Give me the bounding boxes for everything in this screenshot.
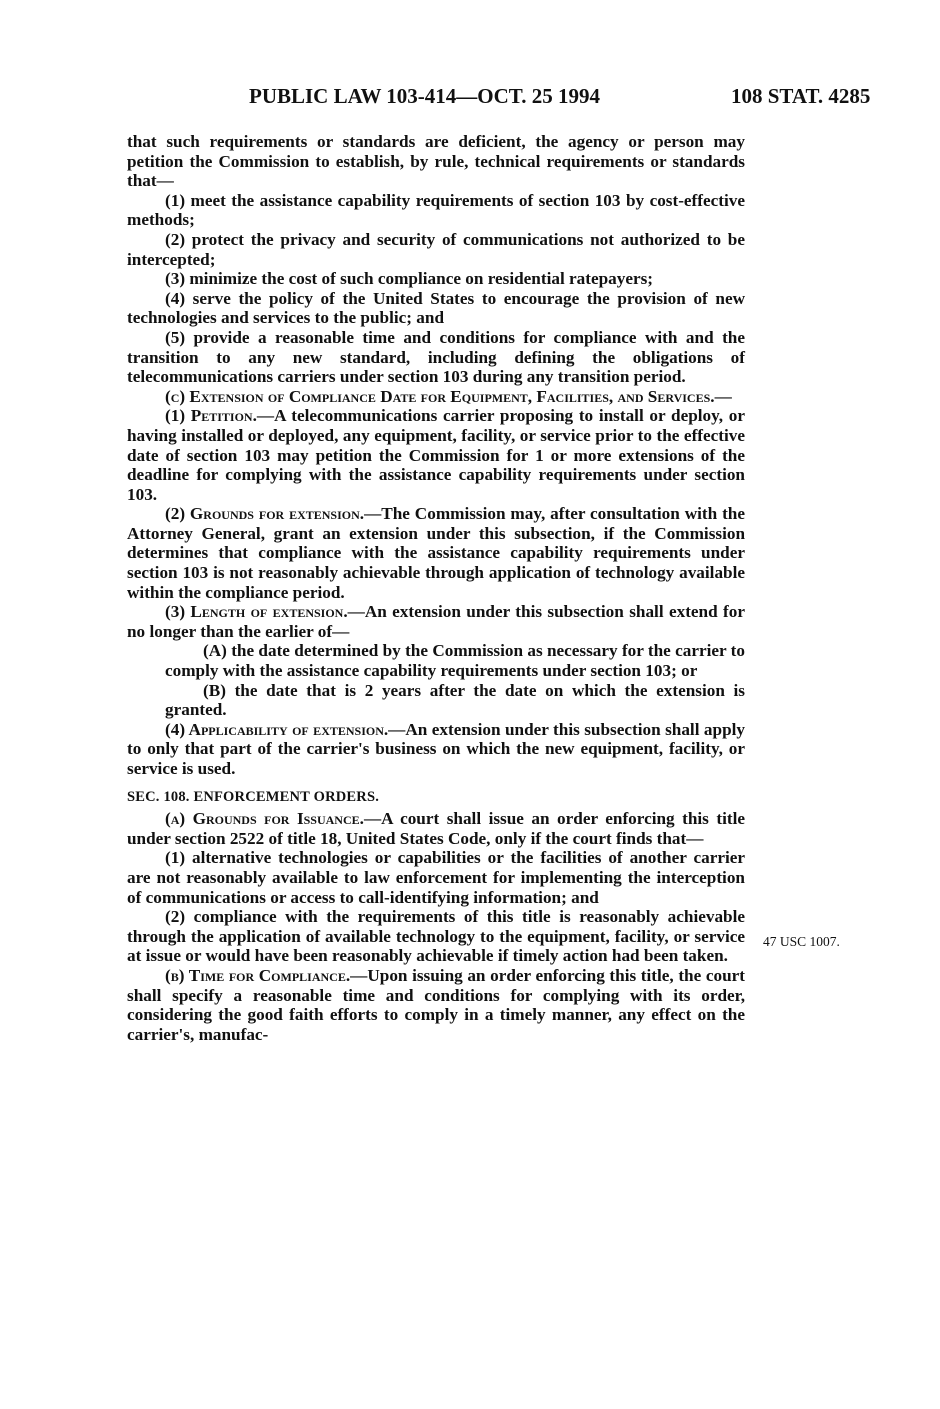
paragraph-c4-text: An extension under this subsection shall apply to only that part of the carrier's business on which the new equipment, facility, or service is used. xyxy=(127,719,745,778)
subsection-a xyxy=(127,809,745,848)
subsection-a-label: (a) Grounds for Issuance.— xyxy=(165,809,382,829)
paragraph-c3-subparagraphs xyxy=(165,641,745,720)
paragraph-c2-text: The Commission may, after consultation with the Attorney General, grant an extension under this subsection, if the Commission determines that compliance with the assistance capability requirements under section 103 is not reasonably achievable through application of technology available within the compliance period. xyxy=(127,504,745,602)
subsection-b-label: (b) Time for Compliance.— xyxy=(165,965,368,985)
standards-item-4: (4) serve the policy of the United States to encourage the provision of new technologies and services to the public; and xyxy=(127,288,745,328)
body-text xyxy=(127,132,745,1044)
standards-item-5: (5) provide a reasonable time and conditions for compliance with and the transition to any new standard, including defining the obligations of telecommunications carriers under section 103 during any transition period. xyxy=(127,327,745,387)
paragraph-c3-text: An extension under this subsection shall extend for no longer than the earlier of— xyxy=(127,602,745,641)
paragraph-c1-label: (1) Petition.— xyxy=(165,406,275,426)
subparagraph-c3b: (B) the date that is 2 years after the date on which the extension is granted. xyxy=(165,680,745,720)
statute-page-label: 108 STAT. 4285 xyxy=(731,84,871,108)
paragraph-c3-label: (3) Length of extension.— xyxy=(165,602,365,622)
paragraph-a2: (2) compliance with the requirements of this title is reasonably achievable through the application of available technology to the equipment, facility, or service at issue or would have been reasonably achievable if timely action had been taken. xyxy=(127,907,745,966)
standards-item-3: (3) minimize the cost of such compliance on residential ratepayers; xyxy=(165,269,654,289)
subsection-b xyxy=(127,966,745,1044)
paragraph-c2-label: (2) Grounds for extension.— xyxy=(165,504,382,524)
subsection-c-paragraphs xyxy=(127,406,745,641)
standards-list xyxy=(127,190,745,387)
standards-item-2: (2) protect the privacy and security of communications not authorized to be intercepted; xyxy=(127,229,745,269)
subparagraph-c3a: (A) the date determined by the Commission as necessary for the carrier to comply with the assistance capability requirements under section 103; or xyxy=(165,641,745,681)
subsection-b-text: Upon issuing an order enforcing this title, the court shall specify a reasonable time and conditions for complying with its order, considering the good faith efforts to comply in a timely manner, any effect on the carrier's, manufac- xyxy=(127,965,745,1044)
subsection-a-text: A court shall issue an order enforcing this title under section 2522 of title 18, United States Code, only if the court finds that— xyxy=(127,809,745,848)
paragraph-c2 xyxy=(127,504,745,602)
section-108-heading: SEC. 108. ENFORCEMENT ORDERS. xyxy=(127,788,380,805)
subsection-a-paragraphs xyxy=(127,848,745,966)
subsection-c-label: (c) Extension of Compliance Date for Equipment, Facilities, and Services.— xyxy=(165,386,732,406)
paragraph-c3 xyxy=(127,602,745,641)
paragraph-c4-label: (4) Applicability of extension.— xyxy=(165,719,406,739)
paragraph-c1 xyxy=(127,406,745,504)
paragraph-a1: (1) alternative technologies or capabilities or the facilities of another carrier are not reasonably available to law enforcement for implementing the interception of communications or access to call-identifying information; and xyxy=(127,848,745,907)
subsection-c-heading xyxy=(127,387,745,407)
paragraph-c4 xyxy=(127,720,745,779)
subsection-c-paragraph-4 xyxy=(127,719,745,779)
usc-margin-note: 47 USC 1007. xyxy=(763,934,840,949)
page-header xyxy=(0,84,940,114)
public-law-label: PUBLIC LAW 103-414—OCT. 25 1994 xyxy=(249,84,601,108)
intro-paragraph: that such requirements or standards are deficient, the agency or person may petition the Commission to establish, by rule, technical requirements or standards that— xyxy=(127,132,745,191)
standards-item-1: (1) meet the assistance capability requirements of section 103 by cost-effective methods; xyxy=(127,190,745,230)
paragraph-c1-text: A telecommunications carrier proposing to install or deploy, or having installed or deployed, any equipment, facility, or service prior to the effective date of section 103 may petition the Commission for 1 or more extensions of the deadline for complying with the assistance capability requirements under section 103. xyxy=(127,406,745,504)
